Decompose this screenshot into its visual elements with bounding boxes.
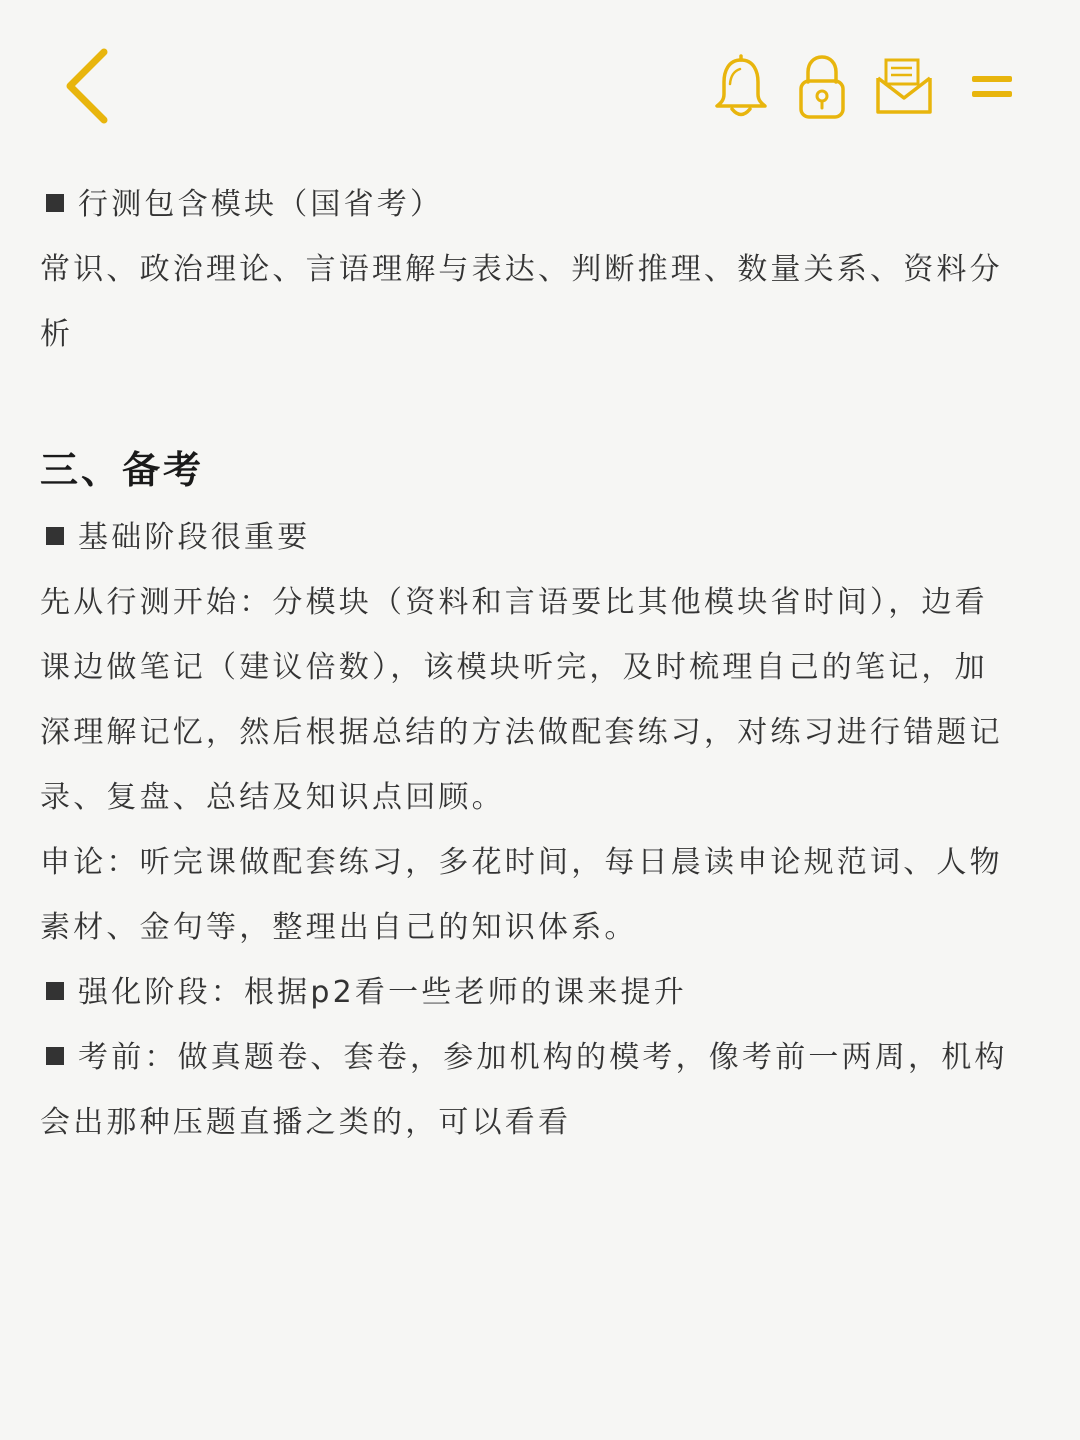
- square-bullet-icon: [46, 1047, 64, 1065]
- article-content: [40, 172, 1042, 1155]
- square-bullet-icon: [46, 527, 64, 545]
- pre-exam-stage: 考前：做真题卷、套卷，参加机构的模考，像考前一两周，机构: [40, 1025, 1042, 1090]
- pre-exam-line: 会出那种压题直播之类的，可以看看: [40, 1105, 572, 1140]
- shenlun-line: 素材、金句等，整理出自己的知识体系。: [40, 910, 638, 945]
- spacer: [40, 367, 1042, 435]
- basic-stage-line: 录、复盘、总结及知识点回顾。: [40, 780, 505, 815]
- square-bullet-icon: [46, 982, 64, 1000]
- shenlun-line: 申论：听完课做配套练习，多花时间，每日晨读申论规范词、人物: [40, 845, 1003, 880]
- square-bullet-icon: [46, 194, 64, 212]
- strengthen-stage: 强化阶段：根据p2看一些老师的课来提升: [40, 960, 1042, 1025]
- chevron-left-icon[interactable]: [58, 44, 118, 128]
- basic-stage-line: 深理解记忆，然后根据总结的方法做配套练习，对练习进行错题记: [40, 715, 1003, 750]
- basic-stage-line: 先从行测开始：分模块（资料和言语要比其他模块省时间），边看: [40, 585, 988, 620]
- top-toolbar: [0, 0, 1080, 150]
- basic-stage-line: 课边做笔记（建议倍数），该模块听完，及时梳理自己的笔记，加: [40, 650, 988, 685]
- module-heading: 行测包含模块（国省考）: [40, 172, 1042, 237]
- mail-icon[interactable]: [874, 56, 934, 116]
- section-title: 三、备考: [40, 448, 205, 492]
- bell-icon[interactable]: [712, 54, 770, 120]
- module-line: 析: [40, 317, 74, 352]
- lock-icon[interactable]: [796, 54, 848, 120]
- module-line: 常识、政治理论、言语理解与表达、判断推理、数量关系、资料分: [40, 252, 1003, 287]
- basic-stage-heading: 基础阶段很重要: [40, 505, 1042, 570]
- menu-icon[interactable]: [970, 72, 1016, 102]
